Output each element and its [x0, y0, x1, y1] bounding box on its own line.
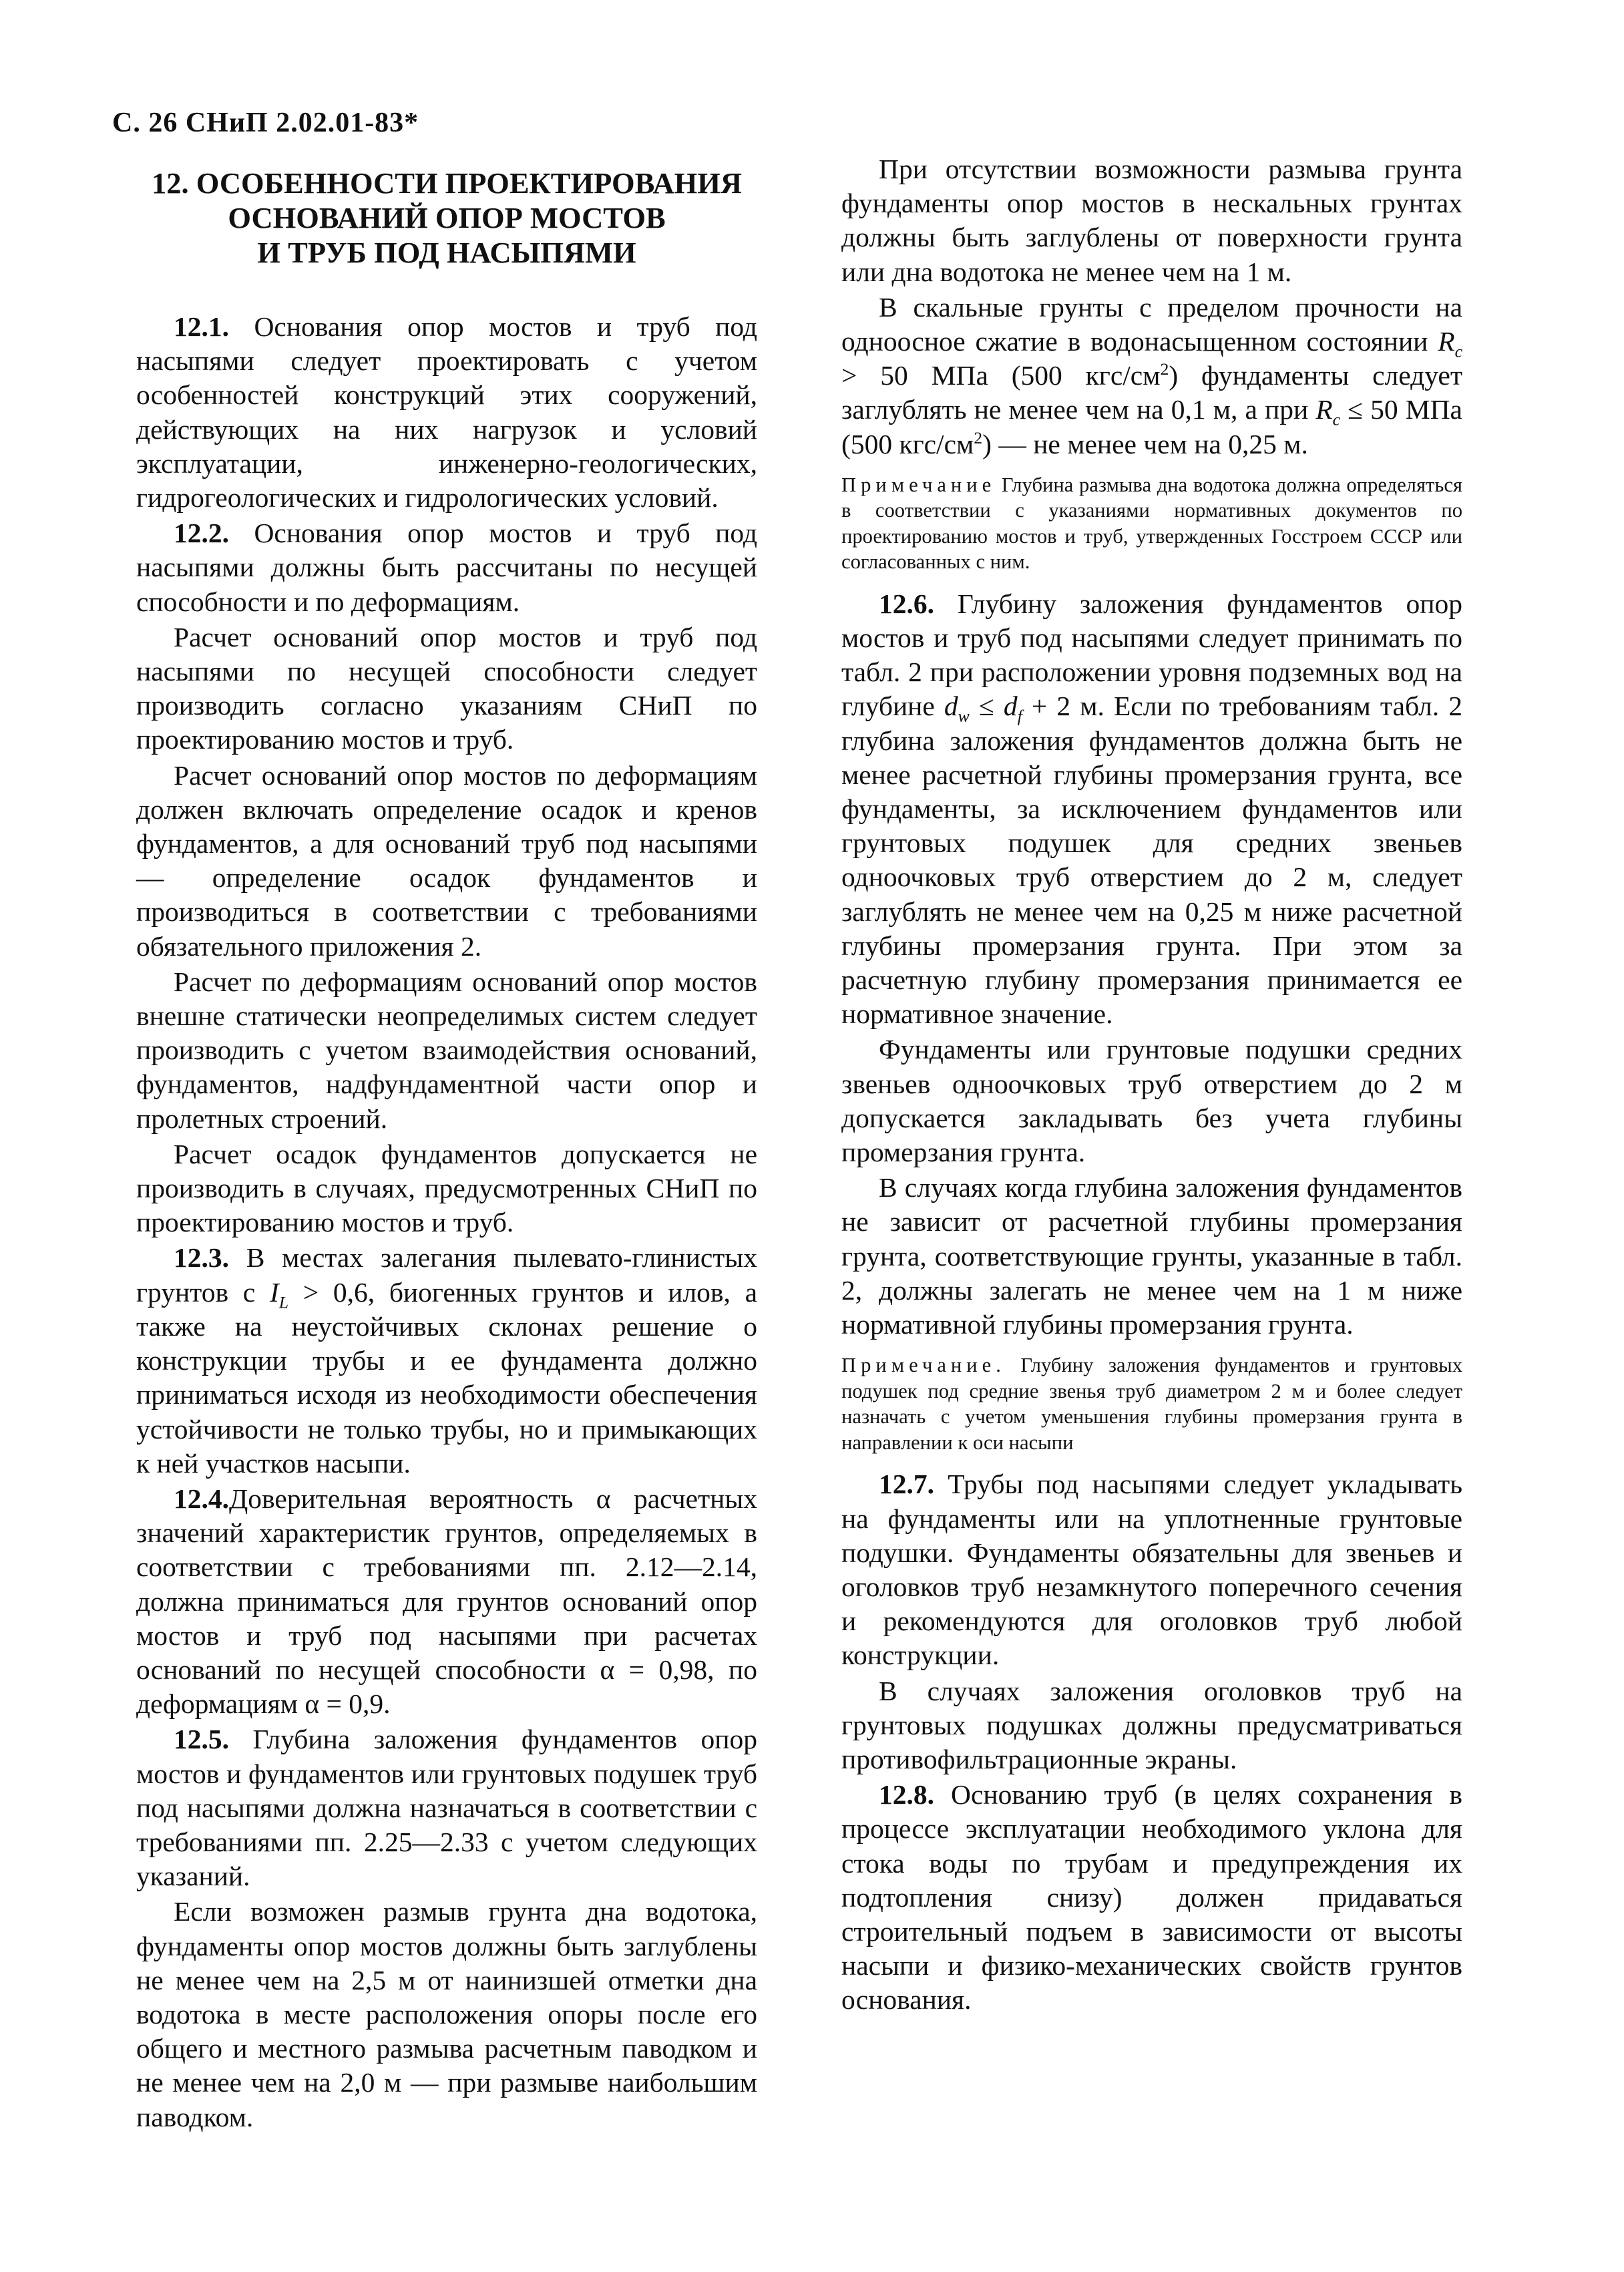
paragraph-screens: В случаях заложения оголовков труб на грунтовых подушках должны предусматриваться противофильтрационные экраны.	[841, 1675, 1462, 1774]
paragraph-text: Глубину заложения фундаментов опор мостов и труб под насыпями следует принимать по табл. 2 при расположении уровня подземных вод на глубине	[841, 588, 1463, 722]
paragraph-12-2	[136, 516, 757, 619]
superscript: 2	[974, 427, 983, 447]
note-2	[841, 1352, 1462, 1455]
paragraph-12-7	[841, 1467, 1462, 1672]
clause-number: 12.4.	[174, 1483, 229, 1514]
variable: d	[944, 691, 958, 722]
variable: R	[1315, 394, 1333, 425]
paragraph-text: В скальные грунты с пределом прочности на одноосное сжатие в водонасыщенном состоянии	[841, 291, 1462, 357]
paragraph-text: ≤ 50 МПа (500 кгс/см	[841, 394, 1462, 459]
paragraph-12-3	[136, 1241, 757, 1480]
paragraph-text: > 0,6, биогенных грунтов и илов, а также на неустойчивых склонах решение о конструкции трубы и ее фундамента должно приниматься исходя из необходимости обеспечения устойчивости не только трубы, но и примыкающих к ней участков насыпи.	[136, 1276, 757, 1479]
clause-number: 12.6.	[879, 588, 934, 619]
subscript: f	[1017, 706, 1022, 726]
clause-number: 12.5.	[174, 1724, 229, 1755]
paragraph-12-5	[136, 1722, 757, 1893]
paragraph-12-6	[841, 587, 1462, 1032]
paragraph-text: Трубы под насыпями следует укладывать на фундаменты или на уплотненные грунтовые подушки. Фундаменты обязательны для звеньев и оголовков труб незамкнутого поперечного сечения и рекомендуются для оголовков труб любой конструкции.	[841, 1469, 1463, 1671]
section-title-line-2: ОСНОВАНИЙ ОПОР МОСТОВ	[228, 201, 666, 234]
page-header: С. 26 СНиП 2.02.01-83*	[112, 108, 419, 138]
paragraph-12-4	[136, 1482, 757, 1721]
paragraph-text: Основания опор мостов и труб под насыпями следует проектировать с учетом особенностей конструкций этих сооружений, действующих на них нагрузок и условий эксплуатации, инженерно-геологических, гидрогеологических и гидрологических условий.	[136, 311, 758, 514]
section-title-line-3: И ТРУБ ПОД НАСЫПЯМИ	[257, 236, 636, 269]
clause-number: 12.2.	[174, 518, 229, 549]
note-text: Глубину заложения фундаментов и грунтовых подушек под средние звенья труб диаметром 2 м и более следует назначать с учетом уменьшения глубины промерзания грунта в направлении к оси насыпи	[841, 1354, 1462, 1454]
variable: I	[269, 1276, 279, 1308]
left-column	[136, 152, 757, 2136]
paragraph-pads: Фундаменты или грунтовые подушки средних звеньев одноочковых труб отверстием до 2 м допускается закладывать без учета глубины промерзания грунта.	[841, 1034, 1462, 1168]
paragraph-12-1	[136, 310, 757, 515]
paragraph-text: В местах залегания пылевато-глинистых грунтов с	[136, 1242, 758, 1308]
subscript: c	[1454, 341, 1462, 361]
paragraph-text: + 2 м. Если по требованиям табл. 2 глубина заложения фундаментов должна быть не менее расчетной глубины промерзания грунта, все фундаменты, за исключением фундаментов или грунтовых подушек для средних звеньев одноочковых труб отверстием до 2 м, следует заглублять не менее чем на 0,25 м ниже расчетной глубины промерзания грунта. При этом за расчетную глубину промерзания принимается ее нормативное значение.	[841, 691, 1462, 1030]
paragraph-12-8	[841, 1778, 1462, 2017]
paragraph-deformation: Расчет оснований опор мостов по деформациям должен включать определение осадок и кренов фундаментов, а для оснований труб под насыпями — определение осадок фундаментов и производиться в соответствии с требованиями обязательного приложения 2.	[136, 759, 757, 962]
paragraph-text: ) — не менее чем на 0,25 м.	[982, 428, 1308, 459]
note-label: Примечание	[841, 473, 996, 496]
paragraph-text: > 50 МПа (500 кгс/см	[841, 360, 1161, 391]
variable: d	[1003, 691, 1018, 722]
variable: R	[1438, 326, 1455, 357]
paragraph-text: Доверительная вероятность α расчетных значений характеристик грунтов, определяемых в соответствии с требованиями пп. 2.12—2.14, должна приниматься для грунтов оснований опор мостов и труб под насыпями при расчетах оснований по несущей способности α = 0,98, по деформациям α = 0,9.	[136, 1483, 757, 1720]
clause-number: 12.3.	[174, 1242, 229, 1274]
paragraph-text: ≤	[969, 691, 1004, 722]
note-1	[841, 472, 1462, 575]
paragraph-text: Основания опор мостов и труб под насыпями должны быть рассчитаны по несущей способности и по деформациям.	[136, 518, 758, 617]
clause-number: 12.7.	[879, 1469, 934, 1500]
right-column	[841, 152, 1462, 2019]
section-title-line-1: 12. ОСОБЕННОСТИ ПРОЕКТИРОВАНИЯ	[151, 166, 742, 200]
clause-number: 12.8.	[879, 1779, 934, 1811]
paragraph-text: Глубина заложения фундаментов опор мостов и фундаментов или грунтовых подушек труб под насыпями должна назначаться в соответствии с требованиями пп. 2.25—2.33 с учетом следующих указаний.	[136, 1724, 758, 1892]
paragraph-text: Основанию труб (в целях сохранения в процессе эксплуатации необходимого уклона для стока воды по трубам и предупреждения их подтопления снизу) должен придаваться строительный подъем в зависимости от высоты насыпи и физико-механических свойств грунтов основания.	[841, 1779, 1463, 2016]
clause-number: 12.1.	[174, 311, 229, 342]
paragraph-static-systems: Расчет по деформациям оснований опор мостов внешне статически неопределимых систем следует производить с учетом взаимодействия оснований, фундаментов, надфундаментной части опор и пролетных строений.	[136, 966, 757, 1134]
subscript: c	[1332, 409, 1341, 429]
paragraph-cases: В случаях когда глубина заложения фундаментов не зависит от расчетной глубины промерзания грунта, соответствующие грунты, указанные в табл. 2, должны залегать не менее чем на 1 м ниже нормативной глубины промерзания грунта.	[841, 1172, 1462, 1340]
paragraph-rock	[841, 291, 1462, 461]
note-text: Глубина размыва дна водотока должна определяться в соответствии с указаниями нормативных документов по проектированию мостов и труб, утвержденных Госстроем СССР или согласованных с ним.	[841, 473, 1462, 574]
paragraph-scour: Если возможен размыв грунта дна водотока, фундаменты опор мостов должны быть заглублены не менее чем на 2,5 м от наинизшей отметки дна водотока в месте расположения опоры после его общего и местного размыва расчетным паводком и не менее чем на 2,0 м — при размыве наибольшим паводком.	[136, 1896, 757, 2132]
paragraph-settlement: Расчет осадок фундаментов допускается не производить в случаях, предусмотренных СНиП по проектированию мостов и труб.	[136, 1138, 757, 1238]
subscript: L	[278, 1292, 289, 1312]
note-label: Примечание.	[841, 1354, 1006, 1377]
superscript: 2	[1160, 359, 1169, 379]
paragraph-text: ) фундаменты следует заглублять не менее чем на 0,1 м, а при	[841, 360, 1462, 425]
paragraph-bearing-capacity: Расчет оснований опор мостов и труб под насыпями по несущей способности следует производить согласно указаниям СНиП по проектированию мостов и труб.	[136, 621, 757, 755]
section-title	[136, 166, 757, 270]
paragraph-no-scour: При отсутствии возможности размыва грунта фундаменты опор мостов в нескальных грунтах должны быть заглублены от поверхности грунта или дна водотока не менее чем на 1 м.	[841, 154, 1462, 287]
subscript: w	[958, 706, 970, 726]
